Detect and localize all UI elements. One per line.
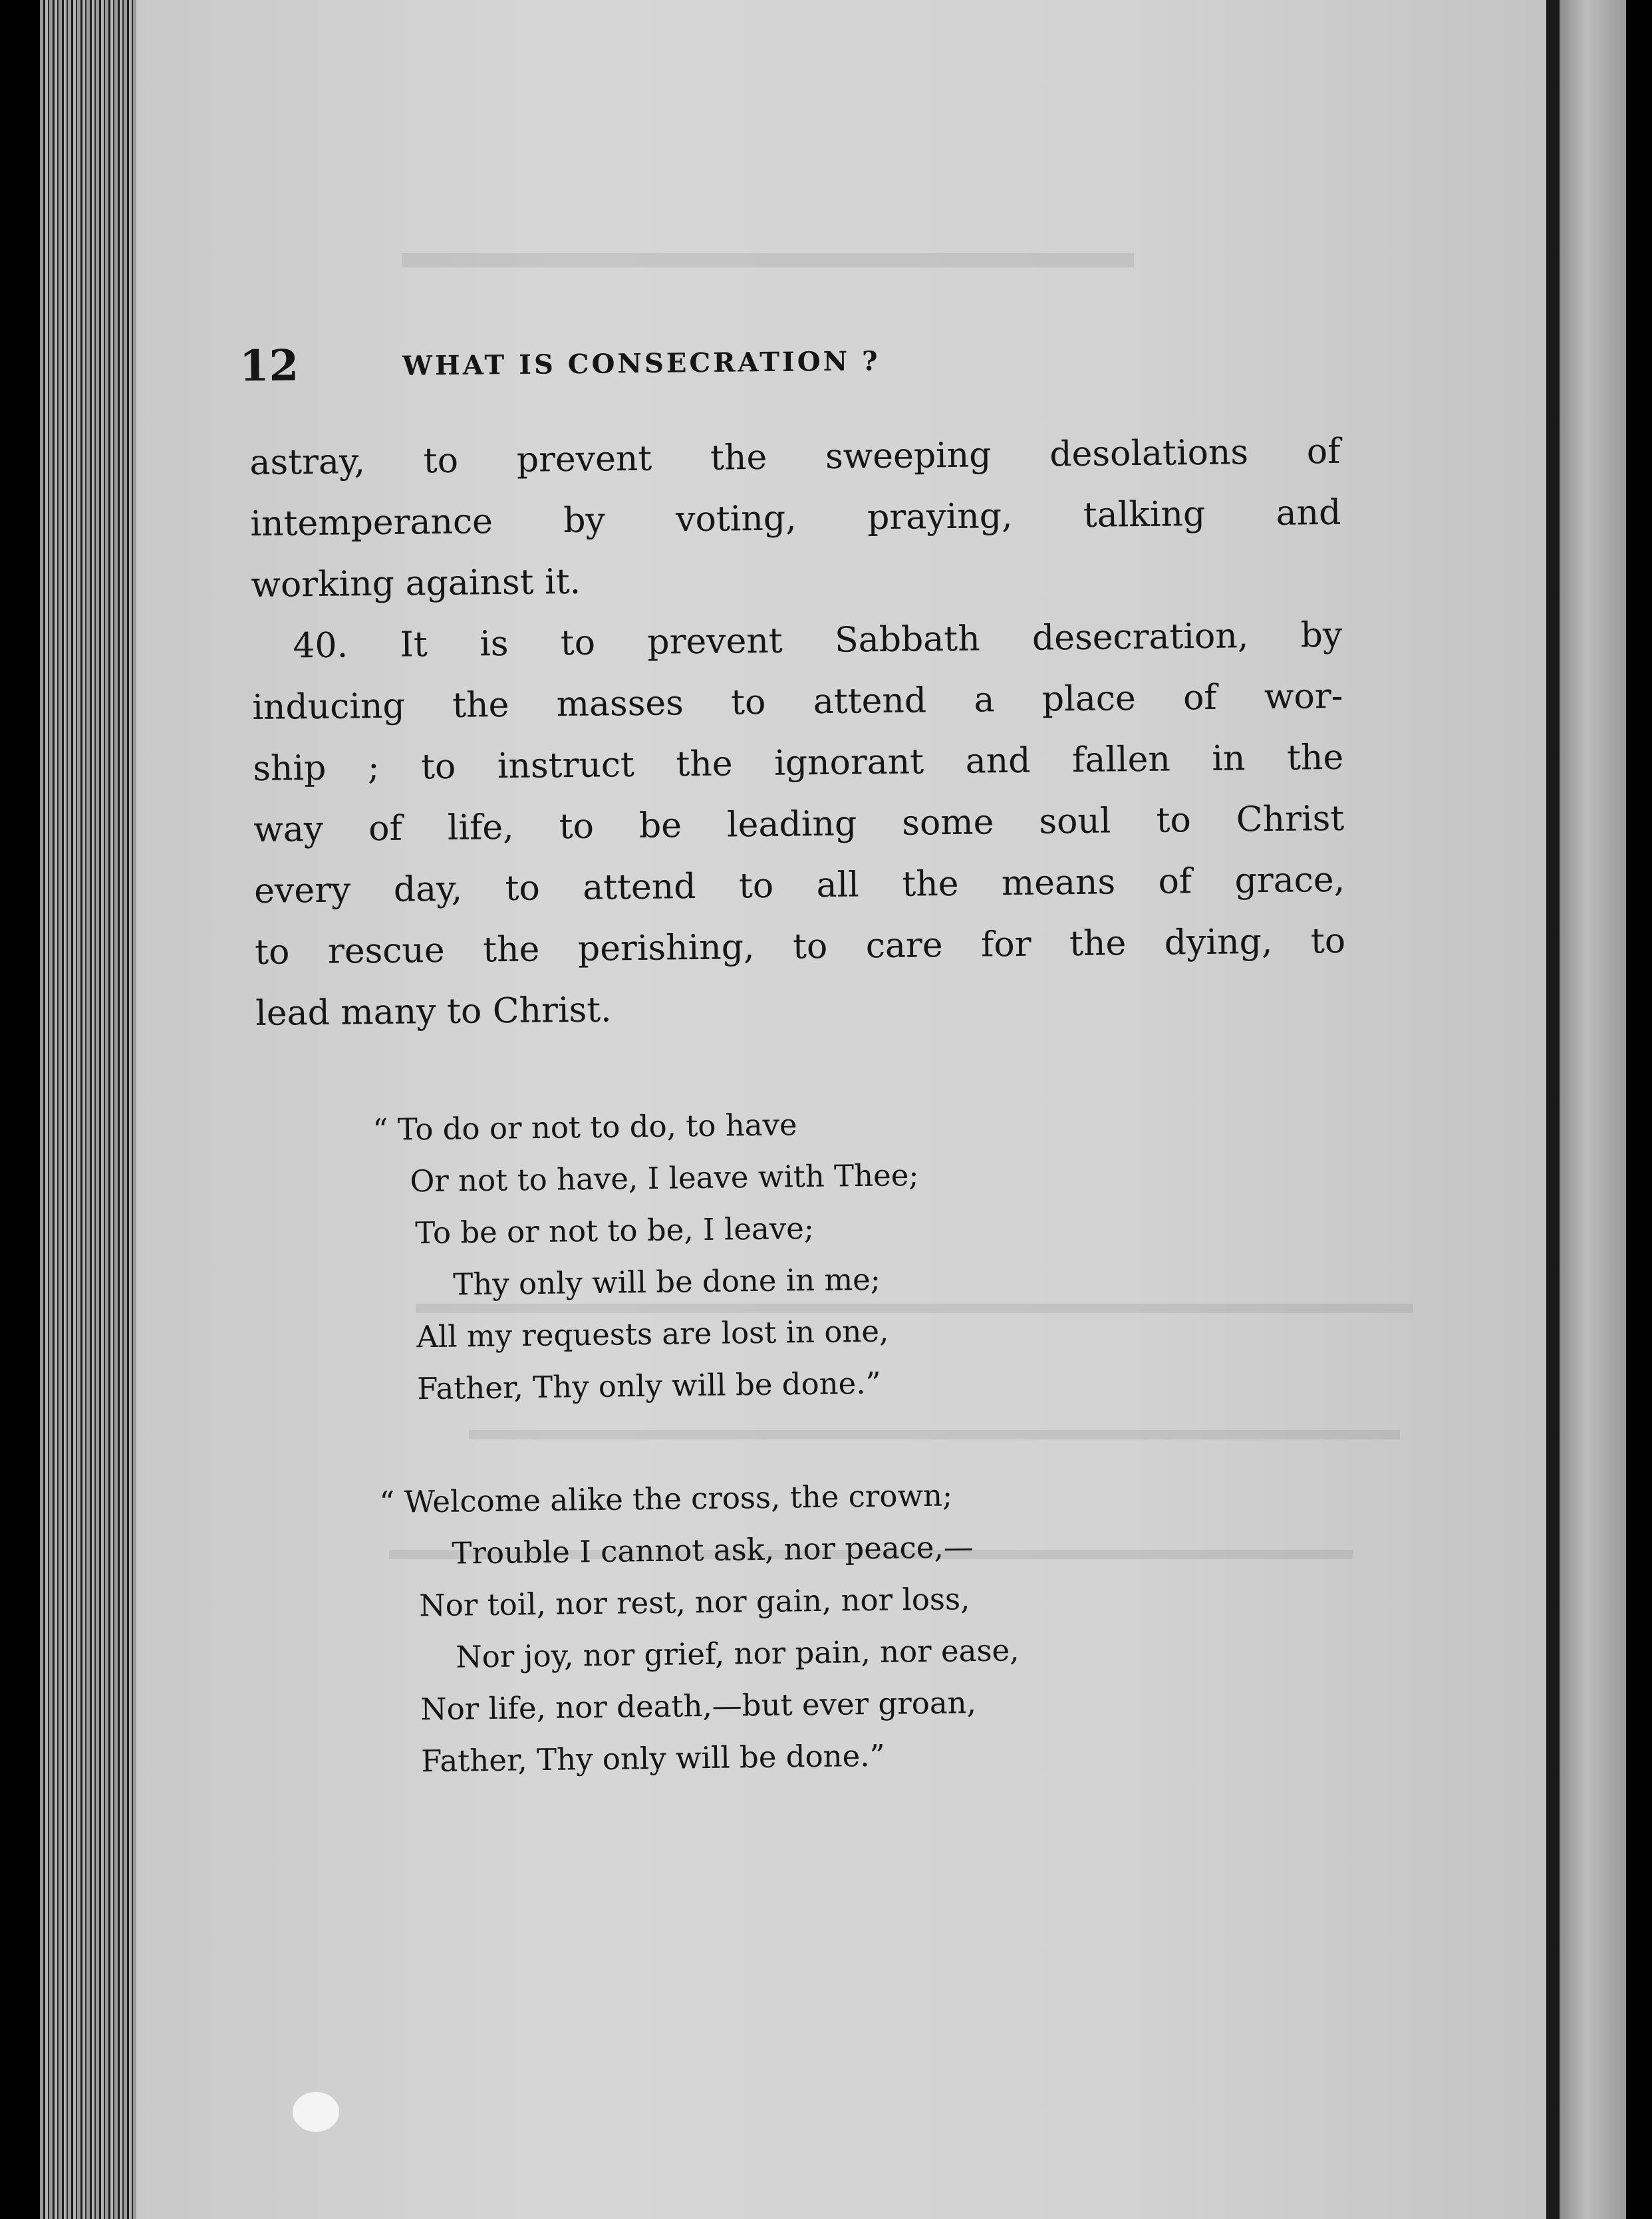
poem-line: Trouble I cannot ask, nor peace,— — [452, 1529, 974, 1571]
poem-line: Nor life, nor death,—but ever groan, — [420, 1685, 977, 1727]
poem-line: “ To do or not to do, to have — [372, 1107, 797, 1147]
text-line: way of life, to be leading some soul to Christ — [253, 798, 1345, 850]
poem-line: Father, Thy only will be done.” — [416, 1365, 881, 1407]
text-line: inducing the masses to attend a place of wor- — [252, 676, 1343, 728]
text-line: to rescue the perishing, to care for the dying, to — [254, 921, 1346, 972]
text-line: every day, to attend to all the means of grace, — [253, 859, 1345, 911]
poem-line: Father, Thy only will be done.” — [420, 1737, 885, 1779]
running-title: WHAT IS CONSECRATION ? — [402, 345, 881, 382]
paragraph-40 — [251, 605, 1347, 1044]
paper-blemish — [293, 2092, 339, 2132]
text-line: ship ; to instruct the ignorant and fallen in the — [252, 737, 1344, 789]
page-edges — [40, 0, 140, 2219]
poem-line: “ Welcome alike the cross, the crown; — [379, 1477, 953, 1520]
paragraph — [249, 421, 1342, 616]
poem-line: Nor toil, nor rest, nor gain, nor loss, — [419, 1581, 970, 1624]
text-line: astray, to prevent the sweeping desolations of — [249, 431, 1341, 483]
facing-page-edge — [1560, 0, 1626, 2219]
poem-line: To be or not to be, I leave; — [415, 1210, 815, 1251]
text-line: working against it. — [251, 561, 581, 605]
text-line: intemperance by voting, praying, talking and — [250, 492, 1341, 544]
running-head — [239, 331, 1304, 402]
poem-line: Or not to have, I leave with Thee; — [410, 1157, 919, 1199]
page-gutter — [1546, 0, 1560, 2219]
poem-line: All my requests are lost in one, — [416, 1313, 889, 1355]
page-number: 12 — [239, 341, 299, 392]
poem-stanza-1 — [372, 1098, 922, 1415]
poem-line: Thy only will be done in me; — [452, 1261, 881, 1302]
body-text — [249, 421, 1347, 1044]
poem-stanza-2 — [379, 1469, 1021, 1788]
text-line: lead many to Christ. — [255, 990, 612, 1034]
poem-line: Nor joy, nor grief, nor pain, nor ease, — [455, 1632, 1020, 1675]
text-line: 40. It is to prevent Sabbath desecration, by — [293, 615, 1343, 666]
